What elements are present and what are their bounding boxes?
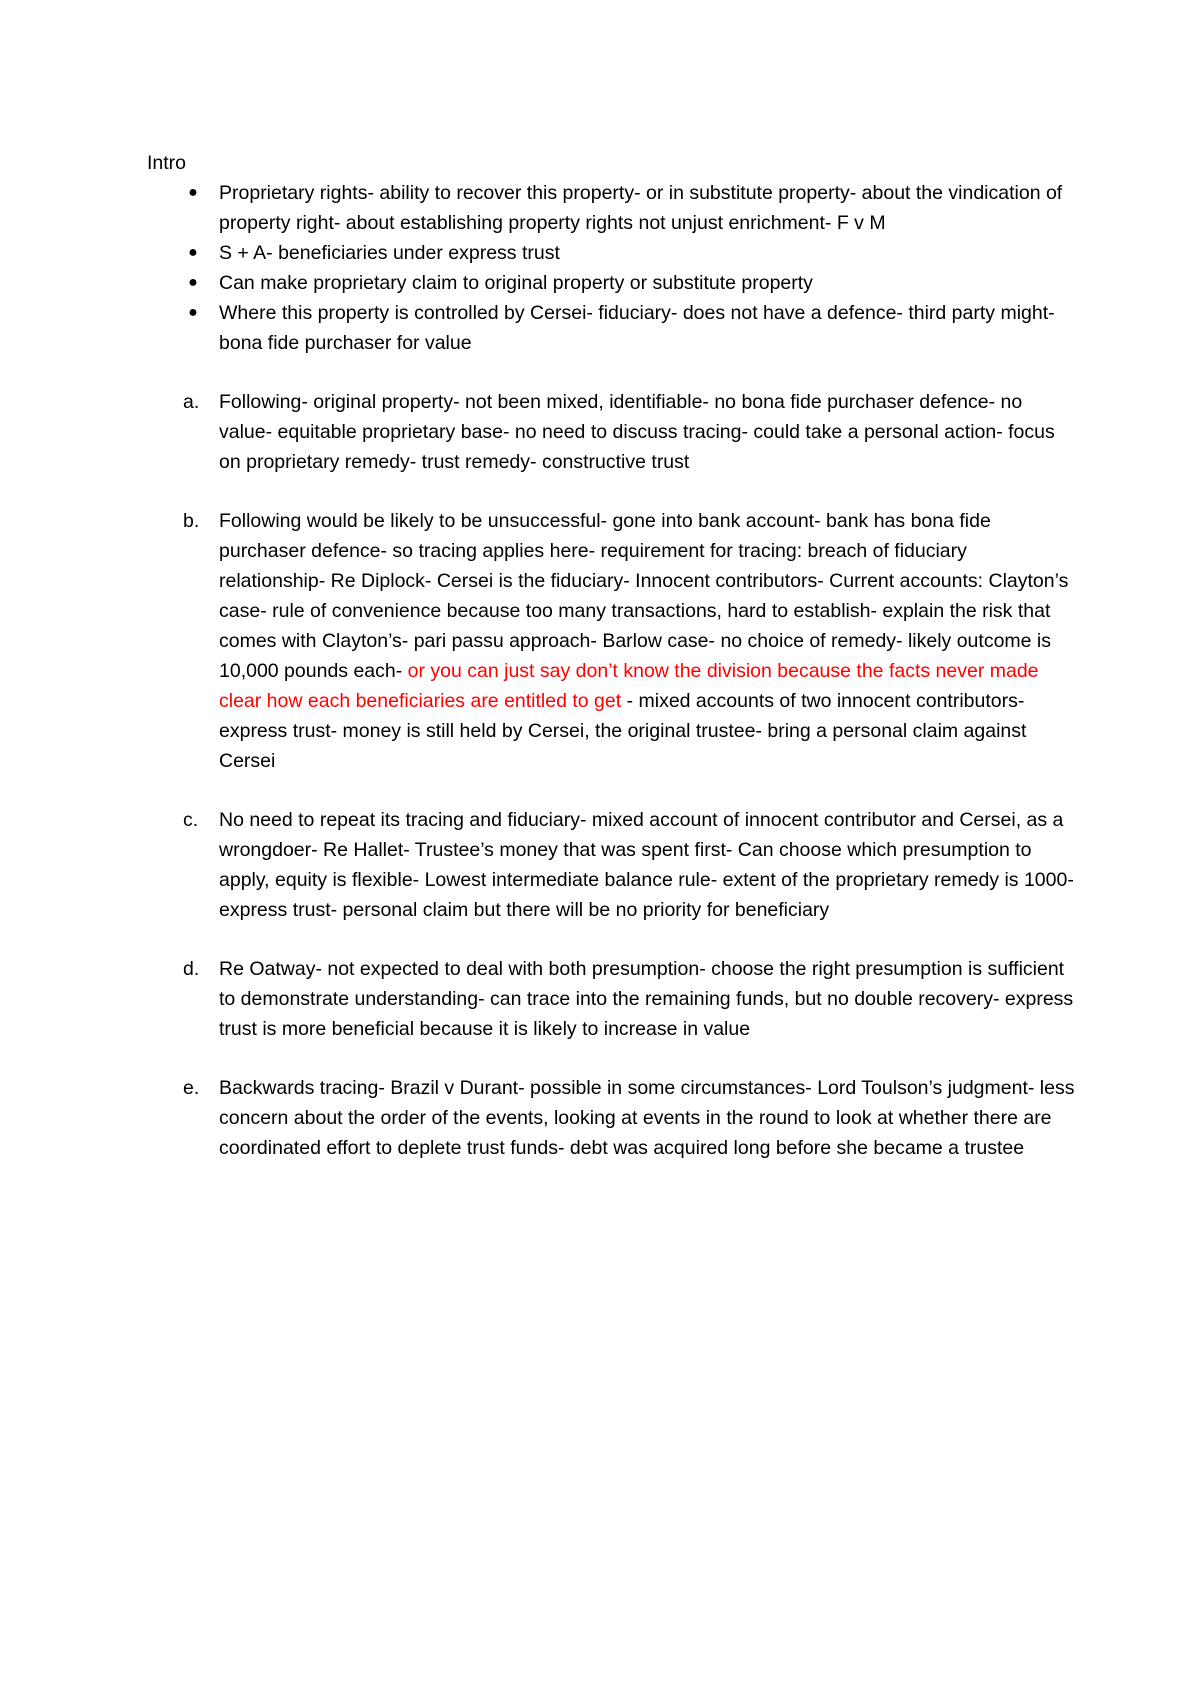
list-item [147, 238, 1077, 268]
answer-text [219, 510, 1068, 772]
answer-list [147, 387, 1077, 1163]
intro-bullet-list [147, 178, 1077, 358]
list-item-text: Can make proprietary claim to original property or substitute property [219, 272, 813, 294]
bullet-icon: ● [188, 274, 198, 291]
answer-text: Backwards tracing- Brazil v Durant- possible in some circumstances- Lord Toulson’s judgment- less concern about the order of the events, looking at events in the round to look at whether there are coordinated effort to deplete trust funds- debt was acquired long before she became a trustee [219, 1077, 1075, 1159]
list-item [147, 298, 1077, 358]
bullet-icon: ● [188, 184, 198, 201]
document-body [147, 148, 1077, 1163]
intro-heading: Intro [147, 152, 187, 174]
list-item-text: Where this property is controlled by Cersei- fiduciary- does not have a defence- third party might- bona fide purchaser for value [219, 302, 1055, 354]
answer-text: Following- original property- not been mixed, identifiable- no bona fide purchaser defence- no value- equitable proprietary base- no need to discuss tracing- could take a personal action- focus on proprietary remedy- trust remedy- constructive trust [219, 391, 1055, 473]
answer-item-a [147, 387, 1077, 477]
answer-item-b [147, 506, 1077, 776]
answer-marker: d. [183, 958, 200, 980]
answer-text-before: Following would be likely to be unsuccessful- gone into bank account- bank has bona fide purchaser defence- so tracing applies here- requirement for tracing: breach of fiduciary relationship- Re Diplock- Cersei is the fiduciary- Innocent contributors- Current accounts: Clayton’s case- rule of convenience because too many transactions, hard to establish- explain the risk that comes with Clayton’s- pari passu approach- Barlow case- no choice of remedy- likely outcome is 10,000 pounds each- [219, 510, 1069, 682]
answer-marker: c. [183, 809, 199, 831]
answer-text: Re Oatway- not expected to deal with both presumption- choose the right presumption is sufficient to demonstrate understanding- can trace into the remaining funds, but no double recovery- express trust is more beneficial because it is likely to increase in value [219, 958, 1074, 1040]
answer-text: No need to repeat its tracing and fiduciary- mixed account of innocent contributor and Cersei, as a wrongdoer- Re Hallet- Trustee’s money that was spent first- Can choose which presumption to apply, equity is flexible- Lowest intermediate balance rule- extent of the proprietary remedy is 1000- express trust- personal claim but there will be no priority for beneficiary [219, 809, 1074, 921]
bullet-icon: ● [188, 244, 198, 261]
bullet-icon: ● [188, 304, 198, 321]
list-item-text: Proprietary rights- ability to recover this property- or in substitute property- about the vindication of property right- about establishing property rights not unjust enrichment- F v M [219, 182, 1063, 234]
answer-marker: a. [183, 391, 200, 413]
answer-item-c [147, 805, 1077, 925]
answer-item-e [147, 1073, 1077, 1163]
answer-marker: e. [183, 1077, 200, 1099]
highlighted-note: or you can just say don’t know the division because the facts never made clear how each beneficiaries are entitled to get [219, 660, 1039, 712]
list-item-text: S + A- beneficiaries under express trust [219, 242, 560, 264]
answer-text-after: - mixed accounts of two innocent contributors- express trust- money is still held by Cersei, the original trustee- bring a personal claim against Cersei [219, 690, 1027, 772]
list-item [147, 268, 1077, 298]
answer-item-d [147, 954, 1077, 1044]
list-item [147, 178, 1077, 238]
answer-marker: b. [183, 510, 200, 532]
